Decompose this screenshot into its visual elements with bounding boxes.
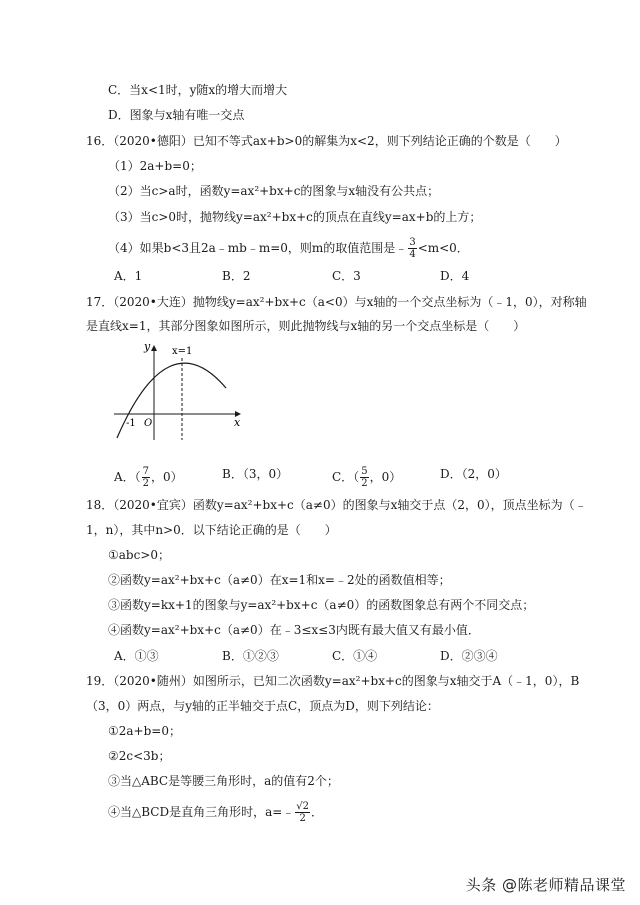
q16-option-c: C．3 bbox=[332, 269, 361, 283]
q19-s4-tail: ． bbox=[311, 805, 324, 819]
y-axis-label: y bbox=[144, 340, 151, 353]
q18-statement-1: ①abc>0； bbox=[108, 548, 171, 562]
neg-one-label: -1 bbox=[126, 418, 136, 429]
q18-option-c: C．①④ bbox=[332, 649, 378, 663]
q17-option-a bbox=[114, 466, 183, 489]
q19-statement-4 bbox=[108, 801, 323, 824]
q16-statement-2: （2）当c>a时，函数y=ax²+bx+c的图象与x轴没有公共点； bbox=[108, 184, 440, 198]
q16-option-b: B．2 bbox=[222, 269, 251, 283]
q17-option-b: B．（3，0） bbox=[222, 467, 289, 481]
q19-s4-num: √2 bbox=[296, 801, 310, 812]
q16-s4-fraction bbox=[408, 237, 416, 260]
q19-statement-3: ③当△ABC是等腰三角形时，a的值有2个； bbox=[108, 774, 339, 788]
q18-stem-line2: 1，n），其中n>0．以下结论正确的是（ ） bbox=[86, 523, 337, 537]
q17-c-den: 2 bbox=[361, 478, 368, 489]
watermark: 头条 @陈老师精品课堂 bbox=[465, 876, 626, 894]
q19-stem-line2: （3，0）两点，与y轴的正半轴交于点C，顶点为D，则下列结论： bbox=[86, 699, 439, 713]
q18-option-a: A．①③ bbox=[114, 649, 159, 663]
q17-c-num: 5 bbox=[361, 466, 368, 477]
q17-c-fraction bbox=[360, 466, 368, 489]
q19-s4-text: ④当△BCD是直角三角形时，a=﹣ bbox=[108, 805, 295, 819]
q16-statement-4 bbox=[108, 237, 469, 260]
q17-option-d: D．（2，0） bbox=[440, 467, 507, 481]
q16-s4-frac-den: 4 bbox=[409, 249, 416, 260]
q18-statement-4: ④函数y=ax²+bx+c（a≠0）在﹣3≤x≤3内既有最大值又有最小值． bbox=[108, 623, 480, 637]
q17-a-num: 7 bbox=[142, 466, 150, 477]
symmetry-line-label: x=1 bbox=[172, 346, 193, 357]
q16-statement-3: （3）当c>0时，抛物线y=ax²+bx+c的顶点在直线y=ax+b的上方； bbox=[108, 210, 482, 224]
x-axis-label: x bbox=[234, 416, 241, 429]
origin-label: O bbox=[144, 418, 153, 429]
q18-stem-line1: 18．（2020•宜宾）函数y=ax²+bx+c（a≠0）的图象与x轴交于点（2，0），顶点坐标为（﹣ bbox=[86, 498, 587, 512]
q17-a-fraction bbox=[142, 466, 150, 489]
q18-statement-2: ②函数y=ax²+bx+c（a≠0）在x=1和x=﹣2处的函数值相等； bbox=[108, 573, 451, 587]
q16-statement-1: （1）2a+b=0； bbox=[108, 159, 202, 173]
q18-option-b: B．①②③ bbox=[222, 649, 279, 663]
q17-stem-line1: 17．（2020•大连）抛物线y=ax²+bx+c（a<0）与x轴的一个交点坐标为（﹣1，0），对称轴 bbox=[86, 295, 587, 309]
q15-option-c: C．当x<1时，y随x的增大而增大 bbox=[108, 83, 288, 97]
q18-statement-3: ③函数y=kx+1的图象与y=ax²+bx+c（a≠0）的函数图象总有两个不同交点； bbox=[108, 598, 535, 612]
q19-stem-line1: 19．（2020•随州）如图所示，已知二次函数y=ax²+bx+c的图象与x轴交于A（﹣1，0），B bbox=[86, 674, 580, 688]
q18-option-d: D．②③④ bbox=[440, 649, 498, 663]
q16-option-a: A．1 bbox=[114, 269, 143, 283]
q17-parabola-graph bbox=[108, 338, 248, 448]
q16-stem: 16．（2020•德阳）已知不等式ax+b>0的解集为x<2，则下列结论正确的个数是（ ） bbox=[86, 134, 567, 148]
q16-s4-text: （4）如果b<3且2a﹣mb﹣m=0，则m的取值范围是﹣ bbox=[108, 241, 408, 255]
q17-stem-line2: 是直线x=1，其部分图象如图所示，则此抛物线与x轴的另一个交点坐标是（ ） bbox=[86, 319, 526, 333]
q16-option-d: D．4 bbox=[440, 269, 470, 283]
q17-a-pre: A．（ bbox=[114, 470, 141, 484]
q17-c-post: ，0） bbox=[369, 470, 402, 484]
q19-s4-den: 2 bbox=[299, 813, 306, 824]
q17-option-c bbox=[332, 466, 401, 489]
q16-s4-tail: <m<0． bbox=[417, 241, 469, 255]
q16-s4-frac-num: 3 bbox=[409, 237, 416, 248]
q19-statement-2: ②2c<3b； bbox=[108, 749, 171, 763]
q19-statement-1: ①2a+b=0； bbox=[108, 724, 181, 738]
q17-c-pre: C．（ bbox=[332, 470, 360, 484]
q17-a-den: 2 bbox=[142, 478, 150, 489]
q17-a-post: ，0） bbox=[151, 470, 183, 484]
q15-option-d: D．图象与x轴有唯一交点 bbox=[108, 108, 245, 122]
q19-s4-fraction bbox=[295, 801, 310, 824]
